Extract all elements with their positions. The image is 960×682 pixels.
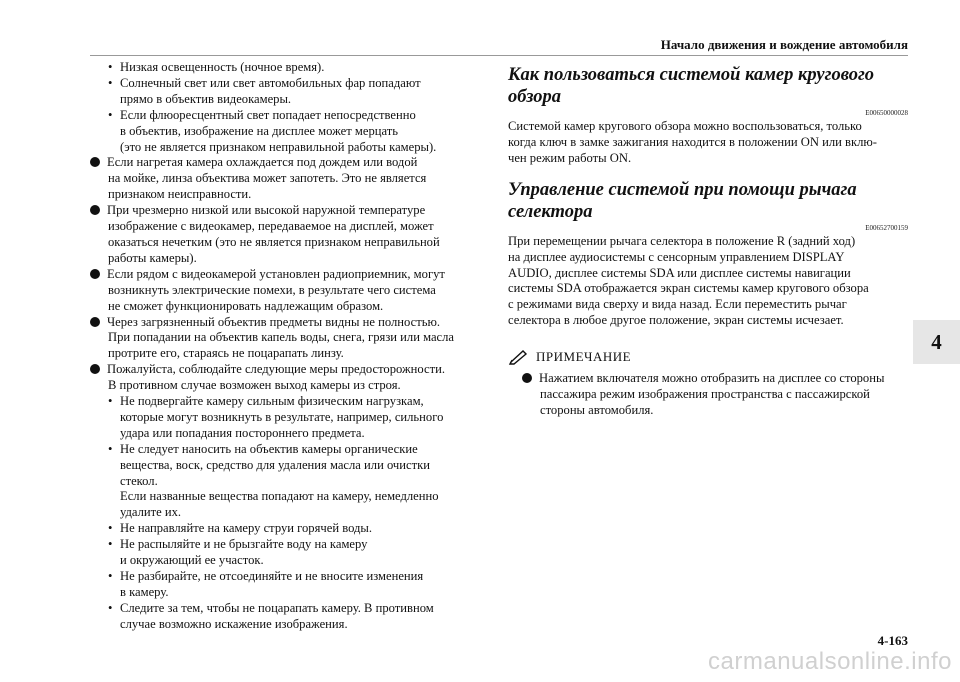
list-item: • Не подвергайте камеру сильным физическим нагрузкам, которые могут возникнуть в результате, например, сильного удара или попадания постороннего предмета.: [108, 394, 444, 440]
header-divider: [90, 55, 908, 56]
chapter-tab: 4: [913, 320, 960, 364]
page-header: Начало движения и вождение автомобиля: [660, 37, 908, 52]
list-item: • Солнечный свет или свет автомобильных фар попадают прямо в объектив видеокамеры.: [108, 75, 421, 106]
list-item: Если нагретая камера охлаждается под дождем или водой на мойке, линза объектива может запотеть. Это не является признаком неисправности.: [90, 155, 480, 203]
list-item: • Низкая освещенность (ночное время).: [108, 60, 325, 74]
bullet-icon: [90, 205, 100, 215]
section-code: E00652700159: [865, 223, 908, 232]
bullet-icon: [90, 157, 100, 167]
section-title: Управление системой при помощи рычага селектора: [508, 179, 857, 222]
list-item: • Следите за тем, чтобы не поцарапать камеру. В противном случае возможно искажение изображения.: [108, 600, 434, 631]
paragraph: Системой камер кругового обзора можно воспользоваться, только когда ключ в замке зажигания находится в положении ON или вклю- чен режим работы ON.: [508, 119, 877, 165]
left-column: [90, 60, 480, 633]
list-item: Пожалуйста, соблюдайте следующие меры предосторожности. В противном случае возможен выход камеры из строя.: [90, 362, 480, 394]
list-item: При чрезмерно низкой или высокой наружной температуре изображение с видеокамер, передаваемое на дисплей, может оказаться нечетким (это не является признаком неправильной работы камеры).: [90, 203, 480, 267]
right-column: [508, 60, 908, 419]
watermark: carmanualsonline.info: [708, 648, 952, 675]
bullet-icon: [522, 373, 532, 383]
section-code: E00650000028: [865, 109, 908, 117]
list-item: • Не следует наносить на объектив камеры органические вещества, воск, средство для удаления масла или очистки стекол. Если названные вещества попадают на камеру, немедленно удалите их.: [108, 441, 439, 520]
bullet-icon: [90, 364, 100, 374]
note-header: [508, 349, 908, 365]
pencil-icon: [508, 349, 528, 365]
list-item: • Не распыляйте и не брызгайте воду на камеру и окружающий ее участок.: [108, 537, 368, 568]
list-item: • Если флюоресцентный свет попадает непосредственно в объектив, изображение на дисплее может мерцать (это не является признаком неправильной работы камеры).: [108, 107, 437, 154]
list-item: Если рядом с видеокамерой установлен радиоприемник, могут возникнуть электрические помехи, в результате чего система не сможет функционировать надлежащим образом.: [90, 267, 480, 315]
list-item: • Не разбирайте, не отсоединяйте и не вносите изменения в камеру.: [108, 569, 424, 599]
list-item: Нажатием включателя можно отобразить на дисплее со стороны пассажира режим изображения пространства с пассажирской стороны автомобиля.: [522, 371, 908, 419]
list-item: Через загрязненный объектив предметы видны не полностью. При попадании на объектив капель воды, снега, грязи или масла протрите его, стараясь не поцарапать линзу.: [90, 315, 480, 363]
page-number: 4-163: [877, 633, 908, 648]
list-item: • Не направляйте на камеру струи горячей воды.: [108, 521, 373, 536]
bullet-icon: [90, 269, 100, 279]
bullet-icon: [90, 317, 100, 327]
paragraph: При перемещении рычага селектора в положение R (задний ход) на дисплее аудиосистемы с сенсорным управлением DISPLAY AUDIO, дисплее системы SDA или дисплее системы навигации системы SDA отображается экран системы камер кругового обзора с режимами вида сверху и вида назад. Если переместить рычаг селектора в любое другое положение, экран системы исчезает.: [508, 233, 869, 328]
section-title: Как пользоваться системой камер кругового обзора: [508, 65, 875, 107]
note-label: ПРИМЕЧАНИЕ: [536, 349, 632, 365]
